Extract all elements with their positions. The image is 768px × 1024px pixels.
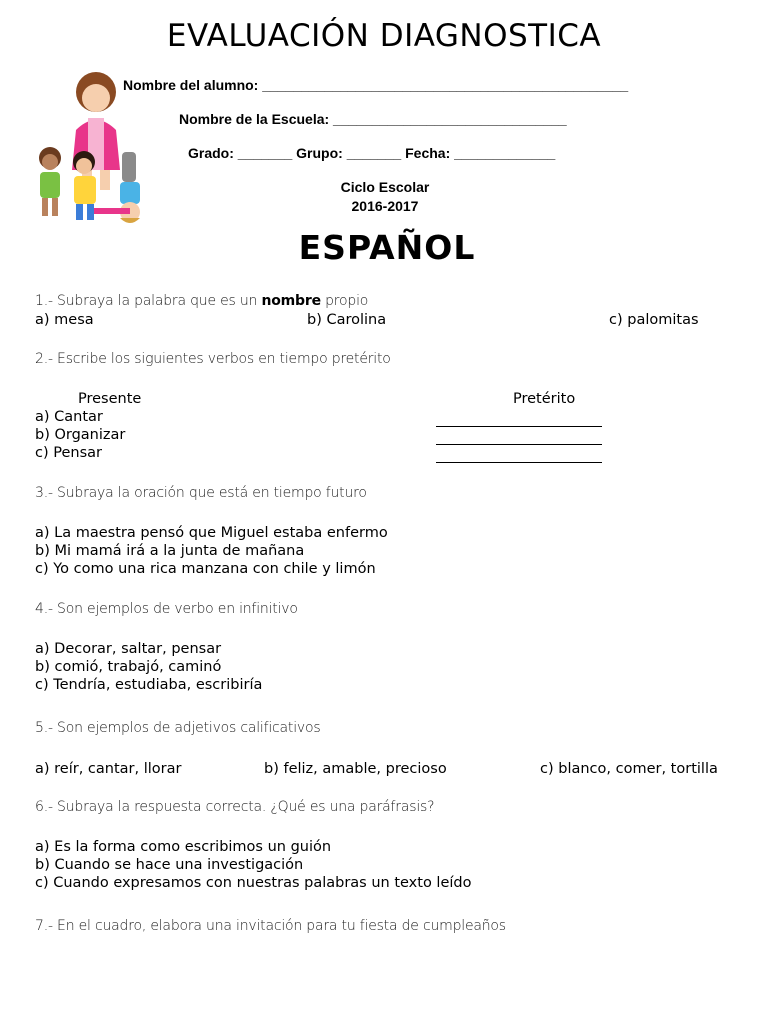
q5-option-c[interactable]: c) blanco, comer, tortilla <box>540 761 718 777</box>
q2-answer-line-b[interactable] <box>436 444 602 445</box>
q6-option-b[interactable]: b) Cuando se hace una investigación <box>35 857 304 873</box>
question-1-bold: nombre <box>261 293 321 309</box>
q4-option-b[interactable]: b) comió, trabajó, caminó <box>35 659 222 675</box>
q3-option-a[interactable]: a) La maestra pensó que Miguel estaba enfermo <box>35 525 388 541</box>
q1-option-c[interactable]: c) palomitas <box>609 312 699 328</box>
q4-option-c[interactable]: c) Tendría, estudiaba, escribiría <box>35 677 263 693</box>
grade-group-date-row[interactable]: Grado: _______ Grupo: _______ Fecha: _____________ <box>188 145 556 161</box>
question-1 <box>35 293 368 309</box>
q4-option-a[interactable]: a) Decorar, saltar, pensar <box>35 641 222 657</box>
question-7: 7.- En el cuadro, elabora una invitación para tu fiesta de cumpleaños <box>35 918 506 934</box>
q2-answer-line-c[interactable] <box>436 462 602 463</box>
children-clipart-icon <box>30 70 162 226</box>
school-name-field[interactable]: Nombre de la Escuela: ______________________________ <box>179 111 567 127</box>
q5-option-a[interactable]: a) reír, cantar, llorar <box>35 761 182 777</box>
q3-option-c[interactable]: c) Yo como una rica manzana con chile y limón <box>35 561 376 577</box>
school-cycle-label: Ciclo Escolar <box>340 179 430 195</box>
page-title: EVALUACIÓN DIAGNOSTICA <box>166 18 602 54</box>
q5-option-b[interactable]: b) feliz, amable, precioso <box>264 761 447 777</box>
question-5: 5.- Son ejemplos de adjetivos calificativos <box>35 720 321 736</box>
question-3: 3.- Subraya la oración que está en tiempo futuro <box>35 485 367 501</box>
q2-verb-b: b) Organizar <box>35 427 126 443</box>
question-6: 6.- Subraya la respuesta correcta. ¿Qué es una paráfrasis? <box>35 799 435 815</box>
q6-option-a[interactable]: a) Es la forma como escribimos un guión <box>35 839 332 855</box>
past-column-header: Pretérito <box>513 391 576 407</box>
q6-option-c[interactable]: c) Cuando expresamos con nuestras palabras un texto leído <box>35 875 472 891</box>
question-1-prefix: 1.- Subraya la palabra que es un <box>35 293 262 309</box>
q1-option-a[interactable]: a) mesa <box>35 312 94 328</box>
present-column-header: Presente <box>78 391 142 407</box>
q3-option-b[interactable]: b) Mi mamá irá a la junta de mañana <box>35 543 305 559</box>
question-2: 2.- Escribe los siguientes verbos en tiempo pretérito <box>35 351 391 367</box>
school-cycle-years: 2016-2017 <box>351 198 419 214</box>
question-4: 4.- Son ejemplos de verbo en infinitivo <box>35 601 298 617</box>
q1-option-b[interactable]: b) Carolina <box>307 312 387 328</box>
question-1-suffix: propio <box>320 293 369 309</box>
student-name-field[interactable]: Nombre del alumno: _______________________________________________ <box>123 77 629 93</box>
q2-verb-a: a) Cantar <box>35 409 103 425</box>
q2-verb-c: c) Pensar <box>35 445 102 461</box>
q2-answer-line-a[interactable] <box>436 426 602 427</box>
subject-title: ESPAÑOL <box>298 228 476 267</box>
